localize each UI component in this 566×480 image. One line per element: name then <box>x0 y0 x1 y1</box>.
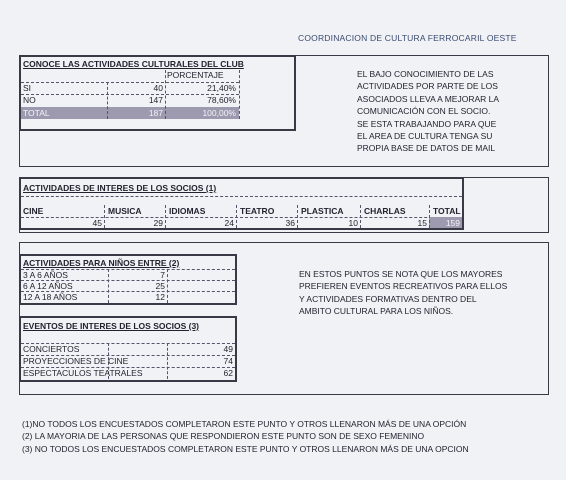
row-percent: 100,00% <box>202 108 236 118</box>
kids-title: ACTIVIDADES PARA NIÑOS ENTRE (2) <box>23 258 180 268</box>
col-header-plastica: PLASTICA <box>301 206 344 216</box>
row-value: 74 <box>223 356 233 366</box>
note-line: SE ESTA TRABAJANDO PARA QUE <box>357 118 497 129</box>
footnote: (3) NO TODOS LOS ENCUESTADOS COMPLETARON ESTE PUNTO Y OTROS LLENARON MÁS DE UNA OPCION <box>22 443 469 454</box>
row-label: PROYECCIONES DE CINE <box>23 356 129 366</box>
row-label: NO <box>23 95 36 105</box>
row-label: TOTAL <box>23 108 50 118</box>
row-value: 12 <box>155 292 165 302</box>
note-line: EL AREA DE CULTURA TENGA SU <box>357 131 493 141</box>
col-header-total: TOTAL <box>433 206 461 216</box>
row-label: 3 A 6 AÑOS <box>23 270 68 280</box>
row-value: 49 <box>223 344 233 354</box>
row-value: 62 <box>223 368 233 378</box>
footnote: (1)NO TODOS LOS ENCUESTADOS COMPLETARON ESTE PUNTO Y OTROS LLENARON MÁS DE UNA OPCIÓN <box>22 419 467 429</box>
value-total: 159 <box>445 218 460 228</box>
col-header-cine: CINE <box>23 206 44 216</box>
section1-title: CONOCE LAS ACTIVIDADES CULTURALES DEL CLUB <box>23 59 244 69</box>
value-cine: 45 <box>92 218 102 228</box>
row-percent: 78,60% <box>207 95 236 105</box>
page-header: COORDINACION DE CULTURA FERROCARIL OESTE <box>298 33 517 43</box>
row-percent: 21,40% <box>207 83 236 93</box>
note-line: PROPIA BASE DE DATOS DE MAIL <box>357 143 496 154</box>
row-count: 147 <box>148 95 163 105</box>
col-header-charlas: CHARLAS <box>364 206 406 216</box>
note-line: ACTIVIDADES POR PARTE DE LOS <box>357 81 498 92</box>
note-line: EL BAJO CONOCIMIENTO DE LAS <box>357 69 494 79</box>
row-label: ESPECTACULOS TEATRALES <box>23 368 143 378</box>
row-count: 187 <box>148 108 163 118</box>
col-header-teatro: TEATRO <box>240 206 275 216</box>
events-title: EVENTOS DE INTERES DE LOS SOCIOS (3) <box>23 321 200 331</box>
note-line: ASOCIADOS LLEVA A MEJORAR LA <box>357 93 500 104</box>
section1-col-header: PORCENTAJE <box>167 70 224 80</box>
note-line: COMUNICACIÓN CON EL SOCIO. <box>357 106 491 117</box>
kids-table <box>19 254 237 305</box>
col-header-musica: MUSICA <box>108 206 142 216</box>
row-label: 6 A 12 AÑOS <box>23 281 73 291</box>
col-header-idiomas: IDIOMAS <box>169 206 206 216</box>
section2-title: ACTIVIDADES DE INTERES DE LOS SOCIOS (1) <box>23 183 217 193</box>
value-musica: 29 <box>153 218 163 228</box>
value-teatro: 36 <box>285 218 295 228</box>
section1-table <box>19 55 296 131</box>
value-plastica: 10 <box>348 218 358 228</box>
events-table <box>19 316 237 382</box>
row-value: 7 <box>160 270 165 280</box>
note-line: AMBITO CULTURAL PARA LOS NIÑOS. <box>299 306 454 317</box>
row-count: 40 <box>153 83 163 93</box>
note-line: Y ACTIVIDADES FORMATIVAS DENTRO DEL <box>299 293 477 304</box>
note-line: PREFIEREN EVENTOS RECREATIVOS PARA ELLOS <box>299 281 508 292</box>
row-label: CONCIERTOS <box>23 344 80 354</box>
row-label: SI <box>23 83 32 93</box>
value-idiomas: 24 <box>224 218 234 228</box>
row-value: 25 <box>155 281 165 291</box>
section2-table <box>19 177 464 230</box>
footnote: (2) LA MAYORIA DE LAS PERSONAS QUE RESPONDIERON ESTE PUNTO SON DE SEXO FEMENINO <box>22 431 425 442</box>
value-charlas: 15 <box>417 218 427 228</box>
row-label: 12 A 18 AÑOS <box>23 292 78 302</box>
note-line: EN ESTOS PUNTOS SE NOTA QUE LOS MAYORES <box>299 269 503 279</box>
